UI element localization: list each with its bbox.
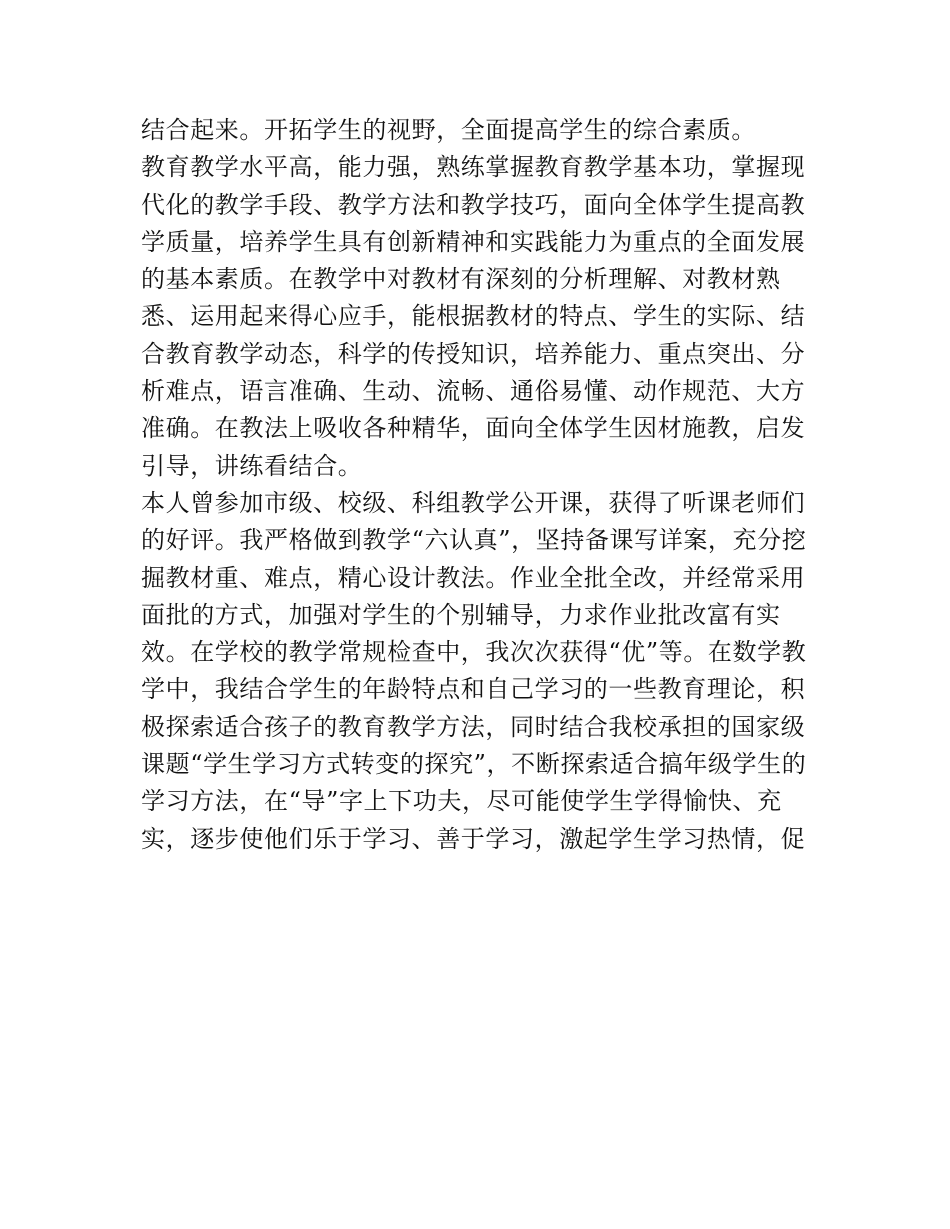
text-line: 课题“学生学习方式转变的探究”，不断探索适合搞年级学生的 xyxy=(141,750,807,779)
text-line: 的好评。我严格做到教学“六认真”，坚持备课写详案，充分挖 xyxy=(141,526,807,555)
text-line: 析难点，语言准确、生动、流畅、通俗易懂、动作规范、大方 xyxy=(141,377,806,406)
text-line: 的基本素质。在教学中对教材有深刻的分析理解、对教材熟 xyxy=(141,265,781,294)
text-line: 掘教材重、难点，精心设计教法。作业全批全改，并经常采用 xyxy=(141,563,806,592)
text-line: 面批的方式，加强对学生的个别辅导，力求作业批改富有实 xyxy=(141,600,781,629)
text-line: 合教育教学动态，科学的传授知识，培养能力、重点突出、分 xyxy=(141,339,806,368)
text-line: 本人曾参加市级、校级、科组教学公开课，获得了听课老师们 xyxy=(141,488,806,517)
text-line: 效。在学校的教学常规检查中，我次次获得“优”等。在数学教 xyxy=(141,638,807,667)
text-line: 极探索适合孩子的教育教学方法，同时结合我校承担的国家级 xyxy=(141,712,806,741)
text-line: 学中，我结合学生的年龄特点和自己学习的一些教育理论，积 xyxy=(141,675,806,704)
text-line: 教育教学水平高，能力强，熟练掌握教育教学基本功，掌握现 xyxy=(141,153,806,182)
text-line: 代化的教学手段、教学方法和教学技巧，面向全体学生提高教 xyxy=(141,190,806,219)
text-line: 引导，讲练看结合。 xyxy=(141,451,363,480)
text-line: 悉、运用起来得心应手，能根据教材的特点、学生的实际、结 xyxy=(141,302,806,331)
text-line: 学习方法，在“导”字上下功夫，尽可能使学生学得愉快、充 xyxy=(141,787,782,816)
text-line: 结合起来。开拓学生的视野，全面提高学生的综合素质。 xyxy=(141,116,756,144)
text-line: 实，逐步使他们乐于学习、善于学习，激起学生学习热情，促 xyxy=(141,824,806,853)
text-line: 学质量，培养学生具有创新精神和实践能力为重点的全面发展 xyxy=(141,227,806,256)
body-text xyxy=(141,112,821,858)
text-line: 准确。在教法上吸收各种精华，面向全体学生因材施教，启发 xyxy=(141,414,806,443)
